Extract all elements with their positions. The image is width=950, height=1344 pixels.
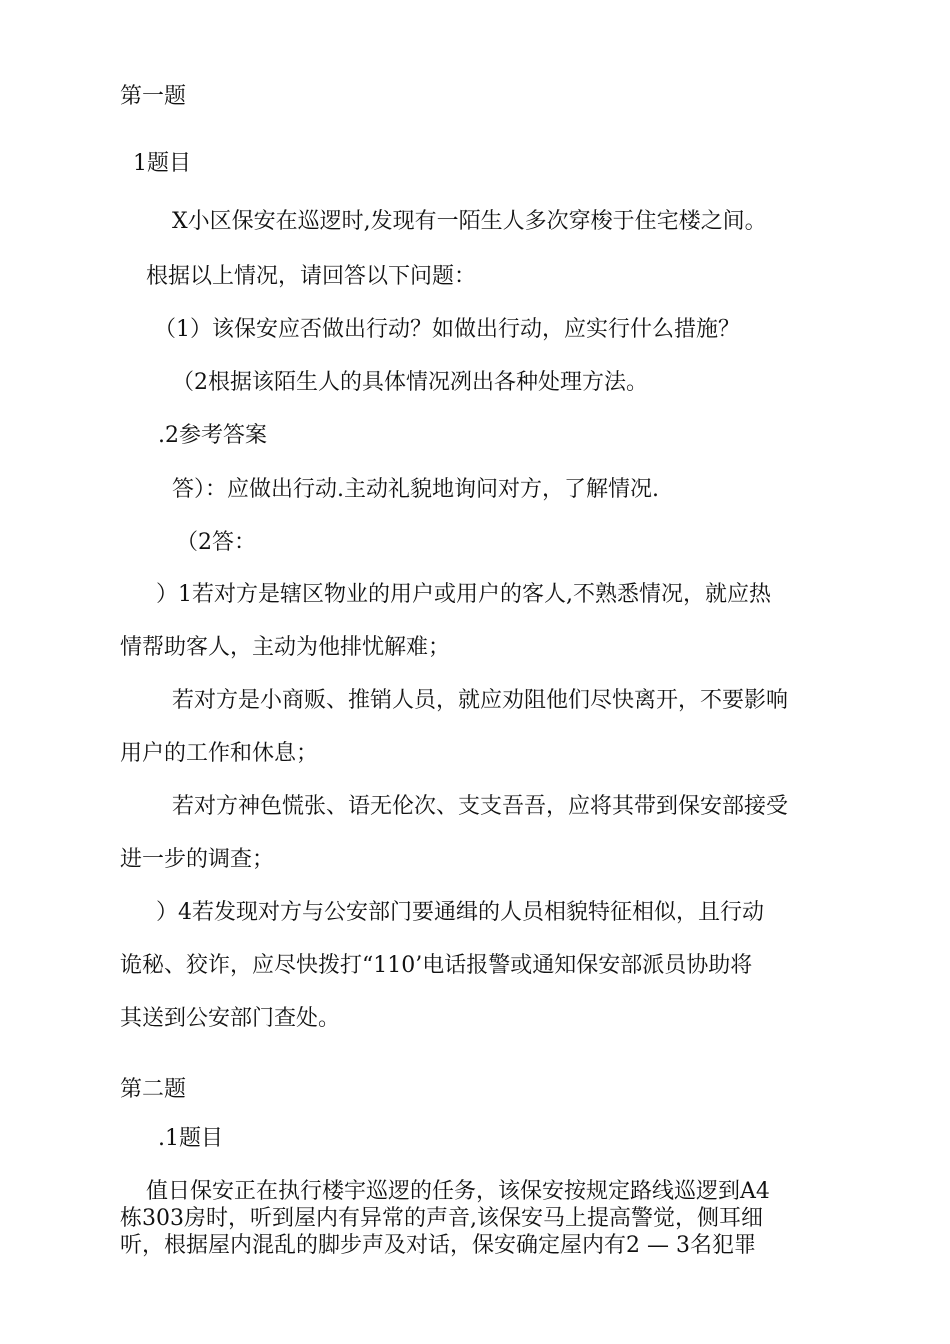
section-1-heading: 第一题 bbox=[120, 84, 187, 109]
answer-item-1-line-2: 情帮助客人，主动为他排忧解难； bbox=[120, 635, 451, 660]
section-2-scenario-line-1: 值日保安正在执行楼宇巡逻的任务，该保安按规定路线巡逻到A4 bbox=[146, 1179, 770, 1204]
section-1-subheading-question: 1题目 bbox=[133, 151, 191, 176]
answer-item-1-line-1: ）1若对方是辖区物业的用户或用户的客人,不熟悉情况，就应热 bbox=[156, 582, 771, 607]
section-1-answer-2-label: （2答： bbox=[176, 530, 256, 555]
answer-item-4-line-3: 其送到公安部门查处。 bbox=[120, 1006, 341, 1031]
section-1-question-1: （1）该保安应否做出行动？如做出行动，应实行什么措施？ bbox=[154, 317, 740, 342]
answer-item-2-line-1: 若对方是小商贩、推销人员，就应劝阻他们尽快离开，不要影响 bbox=[172, 688, 789, 713]
section-1-question-2: （2根据该陌生人的具体情况冽出各种处理方法。 bbox=[172, 370, 648, 395]
answer-item-2-line-2: 用户的工作和休息； bbox=[120, 741, 319, 766]
answer-item-3-line-2: 进一步的调查； bbox=[120, 847, 275, 872]
section-2-scenario-line-3: 听，根据屋内混乱的脚步声及对话，保安确定屋内有2 — 3名犯罪 bbox=[120, 1233, 756, 1258]
section-2-subheading-question: .1题目 bbox=[158, 1126, 223, 1151]
section-2-scenario-line-2: 栋303房时，听到屋内有异常的声音,该保安马上提高警觉，侧耳细 bbox=[120, 1206, 763, 1231]
section-1-subheading-answer: .2参考答案 bbox=[158, 423, 267, 448]
section-1-prompt: 根据以上情况，请回答以下问题： bbox=[146, 264, 477, 289]
answer-item-3-line-1: 若对方神色慌张、语无伦次、支支吾吾，应将其带到保安部接受 bbox=[172, 794, 789, 819]
answer-item-4-line-2: 诡秘、狡诈，应尽快拨打“110’电话报警或通知保安部派员协助将 bbox=[120, 953, 753, 978]
section-2-heading: 第二题 bbox=[120, 1077, 187, 1102]
section-1-answer-1: 答）：应做出行动.主动礼貌地询问对方，了解情况. bbox=[172, 477, 659, 502]
section-1-scenario: X小区保安在巡逻时,发现有一陌生人多次穿梭于住宅楼之间。 bbox=[172, 209, 767, 234]
answer-item-4-line-1: ）4若发现对方与公安部门要通缉的人员相貌特征相似，且行动 bbox=[156, 900, 764, 925]
